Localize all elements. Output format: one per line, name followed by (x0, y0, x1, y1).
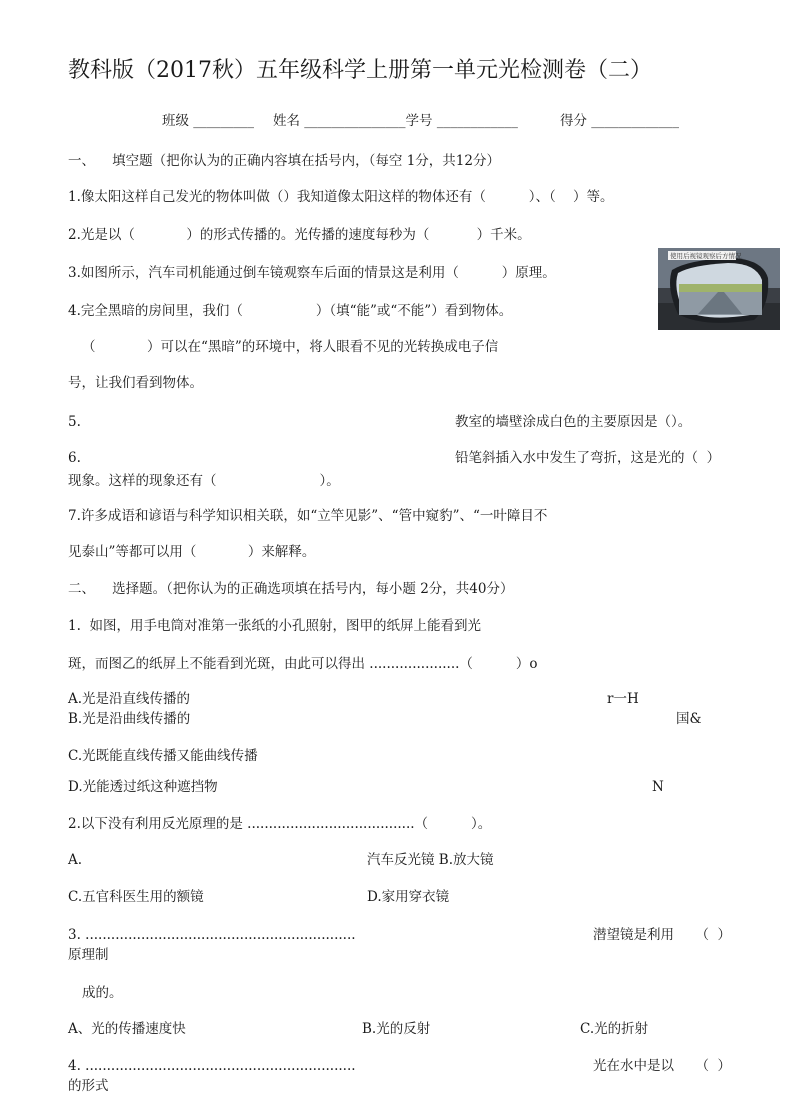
choice-3-option-b: B.光的反射 (362, 1021, 431, 1037)
fill-question-3: 3.如图所示，汽车司机能通过倒车镜观察车后面的情景这是利用（ ）原理。 (68, 265, 556, 281)
fill-question-7-line2: 见泰山”等都可以用（ ）来解释。 (68, 544, 316, 560)
choice-question-4: 4. ............................................................... (68, 1058, 356, 1074)
choice-1-option-c: C.光既能直线传播又能曲线传播 (68, 748, 258, 764)
name-id-field: 姓名 _______________学号 ____________ (273, 113, 518, 129)
fill-question-2: 2.光是以（ ）的形式传播的。光传播的速度每秒为（ ）千米。 (68, 227, 531, 243)
choice-1-option-d: D.光能透过纸这种遮挡物 (68, 779, 218, 795)
choice-2-option-c: C.五官科医生用的额镜 (68, 889, 204, 905)
fill-question-4: 4.完全黑暗的房间里，我们（ ）（填“能”或“不能”）看到物体。 (68, 303, 513, 319)
fill-question-6: 铅笔斜插入水中发生了弯折，这是光的（ ） (455, 450, 721, 466)
fill-question-7: 7.许多成语和谚语与科学知识相关联，如“立竿见影”、“管中窥豹”、“一叶障目不 (68, 508, 548, 524)
section1-heading: 一、 填空题（把你认为的正确内容填在括号内，（每空 1分，共12分） (68, 153, 500, 169)
choice-1-option-a: A.光是沿直线传播的 (68, 691, 191, 707)
choice-question-3-line2: 原理制 (68, 947, 109, 963)
choice-question-4-text: 光在水中是以 （ ） (593, 1058, 732, 1074)
page-title: 教科版（2017秋）五年级科学上册第一单元光检测卷（二） (68, 58, 652, 83)
image-caption: 使用后视镜观察后方情况 (670, 252, 742, 260)
choice-2-option-a: A. (68, 852, 83, 868)
score-field: 得分 _____________ (560, 113, 680, 129)
section2-heading: 二、 选择题。（把你认为的正确选项填在括号内，每小题 2分，共40分） (68, 581, 514, 597)
fill-question-5-number: 5. (68, 414, 81, 430)
choice-question-3-line3: 成的。 (82, 985, 123, 1001)
choice-question-2: 2.以下没有利用反光原理的是 .......................................（ ）。 (68, 816, 492, 832)
choice-3-option-a: A、光的传播速度快 (68, 1021, 186, 1037)
fill-question-6-number: 6. (68, 450, 81, 466)
figure-label-3: N (652, 779, 664, 795)
figure-label-1: r一H (607, 691, 639, 707)
choice-1-option-b: B.光是沿曲线传播的 (68, 711, 191, 727)
class-field: 班级 _________ (162, 113, 255, 129)
choice-question-1: 1. 如图，用手电筒对准第一张纸的小孔照射，图甲的纸屏上能看到光 (68, 618, 481, 634)
fill-question-4-line3: 号，让我们看到物体。 (68, 375, 203, 391)
fill-question-5: 教室的墙壁涂成白色的主要原因是（）。 (455, 414, 692, 430)
choice-question-1-line2: 斑，而图乙的纸屏上不能看到光斑，由此可以得出 .....................（ ）o (68, 656, 538, 672)
rear-view-mirror-image (658, 248, 780, 330)
choice-2-option-ab: 汽车反光镜 B.放大镜 (367, 852, 494, 868)
choice-question-4-line2: 的形式 (68, 1078, 109, 1094)
choice-3-option-c: C.光的折射 (580, 1021, 649, 1037)
figure-label-2: 国& (676, 711, 702, 727)
choice-question-3-text: 潜望镜是利用 （ ） (593, 927, 732, 943)
fill-question-6-line2: 现象。这样的现象还有（ ）。 (68, 473, 340, 489)
fill-question-4-line2: （ ）可以在“黑暗”的环境中，将人眼看不见的光转换成电子信 (82, 339, 499, 355)
fill-question-1: 1.像太阳这样自己发光的物体叫做（）我知道像太阳这样的物体还有（ ）、（ ）等。 (68, 189, 614, 205)
choice-question-3: 3. ............................................................... (68, 927, 356, 943)
choice-2-option-d: D.家用穿衣镜 (367, 889, 450, 905)
